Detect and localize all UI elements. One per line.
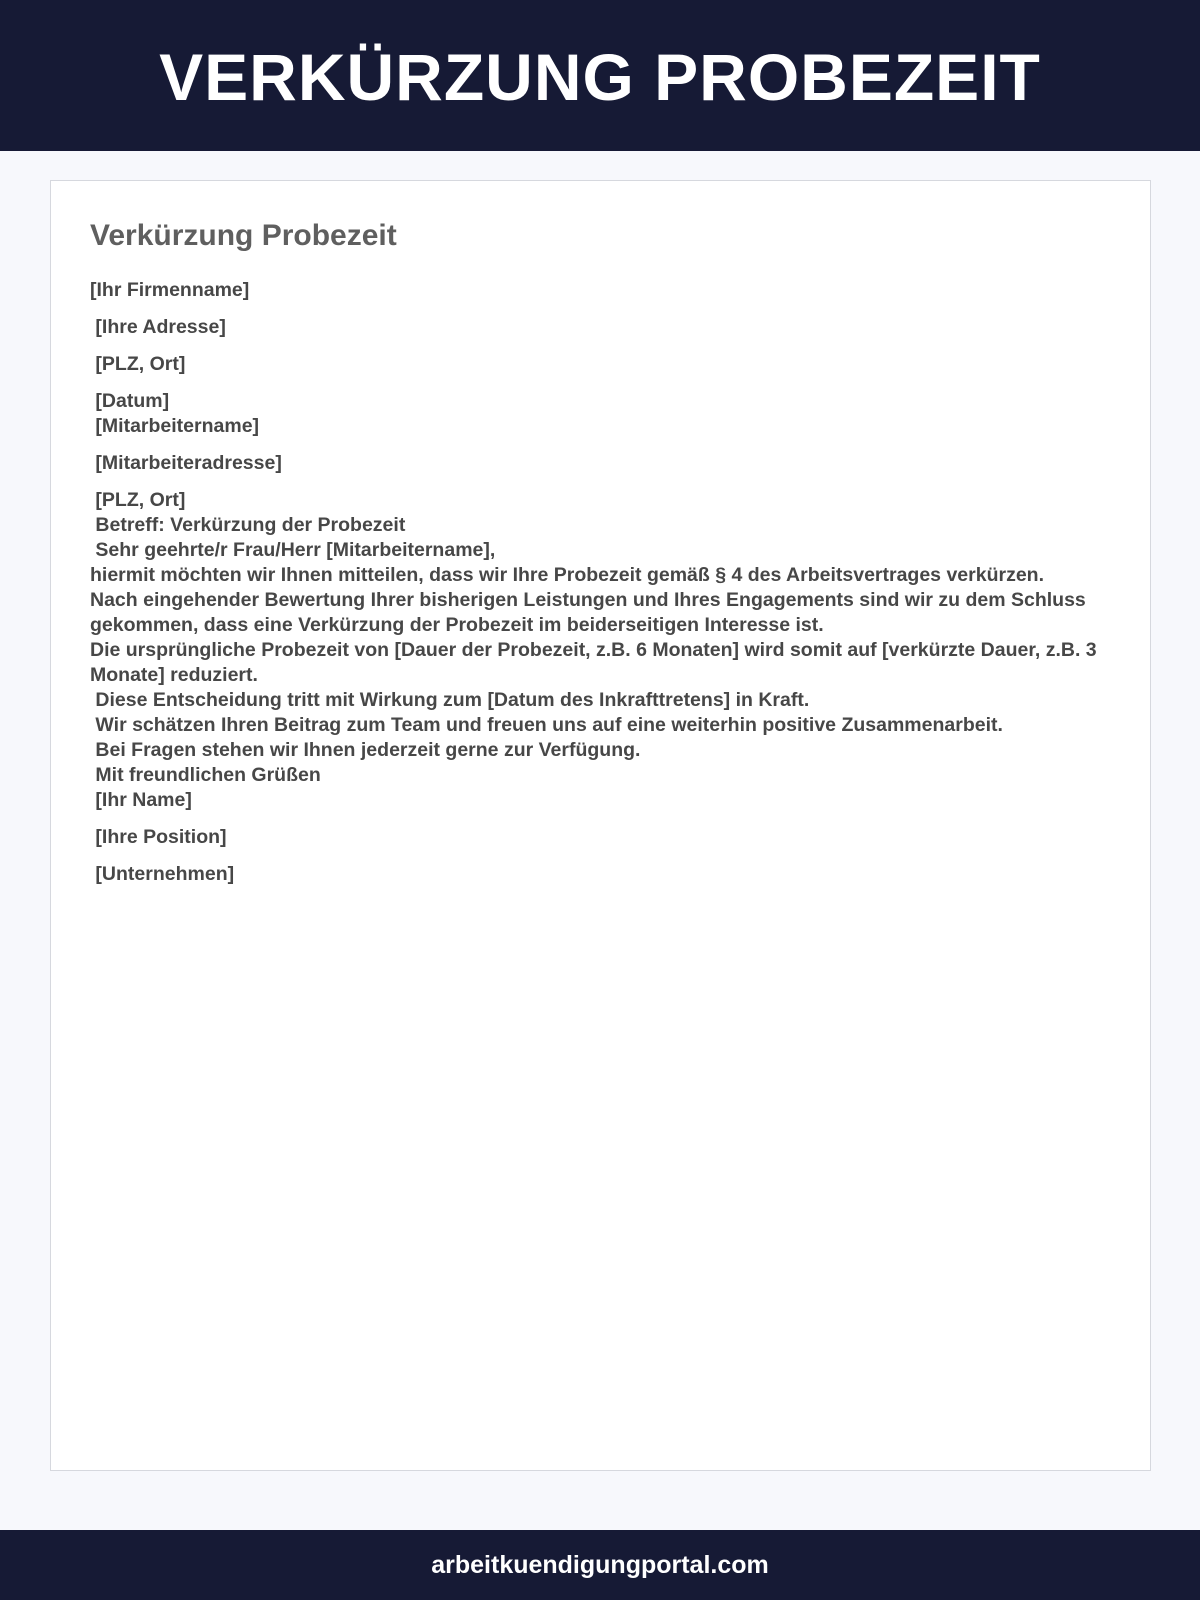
letter-body bbox=[90, 278, 1120, 887]
body-paragraph: Bei Fragen stehen wir Ihnen jederzeit gerne zur Verfügung. bbox=[90, 739, 641, 761]
document-title: Verkürzung Probezeit bbox=[90, 219, 397, 252]
signature-position: [Ihre Position] bbox=[90, 826, 227, 848]
letter-subject: Betreff: Verkürzung der Probezeit bbox=[90, 514, 406, 536]
letter-card bbox=[50, 180, 1151, 1471]
body-paragraph: Diese Entscheidung tritt mit Wirkung zum [Datum des Inkrafttretens] in Kraft. bbox=[90, 689, 810, 711]
body-paragraph: Nach eingehender Bewertung Ihrer bisherigen Leistungen und Ihres Engagements sind wir zu dem Schluss gekommen, dass eine Verkürzung der Probezeit im beiderseitigen Interesse ist. bbox=[90, 589, 1092, 636]
footer-site-name: arbeitkuendigungportal.com bbox=[431, 1550, 769, 1579]
recipient-name: [Mitarbeitername] bbox=[90, 415, 260, 437]
page-header bbox=[0, 0, 1200, 151]
recipient-address: [Mitarbeiteradresse] bbox=[90, 452, 282, 474]
page-title: VERKÜRZUNG PROBEZEIT bbox=[159, 39, 1041, 114]
signature-company: [Unternehmen] bbox=[90, 863, 235, 885]
letter-closing: Mit freundlichen Grüßen bbox=[90, 764, 321, 786]
body-paragraph: Die ursprüngliche Probezeit von [Dauer der Probezeit, z.B. 6 Monaten] wird somit auf [verkürzte Dauer, z.B. 3 Monate] reduziert. bbox=[90, 639, 1103, 686]
letter-salutation: Sehr geehrte/r Frau/Herr [Mitarbeitername], bbox=[90, 539, 496, 561]
body-paragraph: Wir schätzen Ihren Beitrag zum Team und freuen uns auf eine weiterhin positive Zusammenarbeit. bbox=[90, 714, 1003, 736]
recipient-zip-city: [PLZ, Ort] bbox=[90, 489, 186, 511]
signature-name: [Ihr Name] bbox=[90, 789, 192, 811]
letter-date: [Datum] bbox=[90, 390, 170, 412]
body-paragraph: hiermit möchten wir Ihnen mitteilen, dass wir Ihre Probezeit gemäß § 4 des Arbeitsvertrages verkürzen. bbox=[90, 564, 1044, 586]
sender-company: [Ihr Firmenname] bbox=[90, 279, 250, 301]
sender-zip-city: [PLZ, Ort] bbox=[90, 353, 186, 375]
sender-address: [Ihre Adresse] bbox=[90, 316, 226, 338]
page-footer bbox=[0, 1530, 1200, 1600]
